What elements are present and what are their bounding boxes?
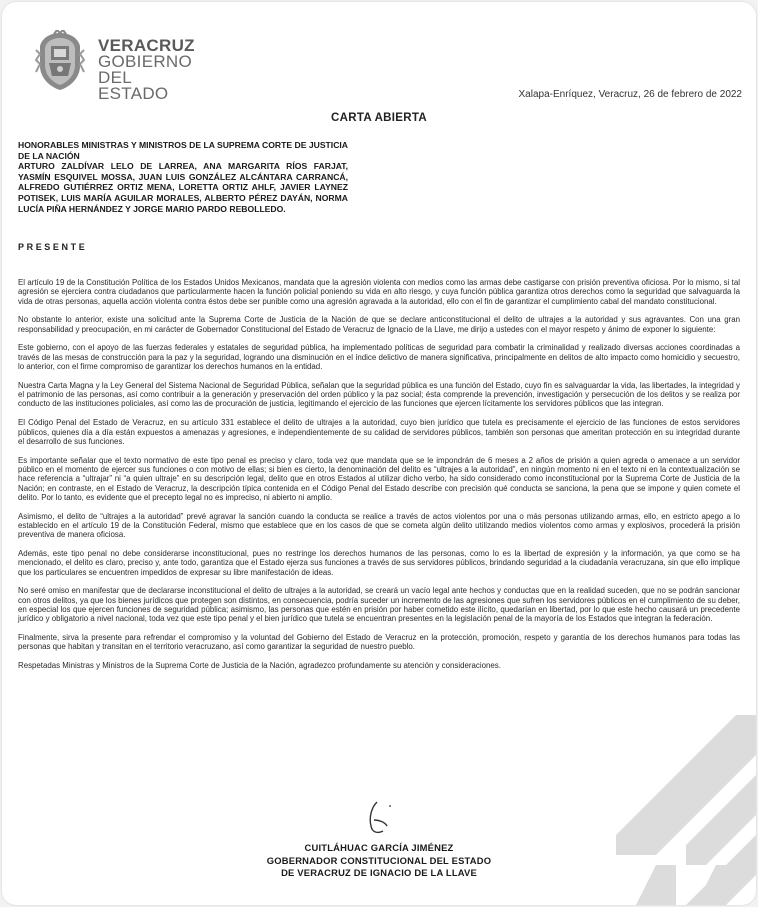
addressee-line: ARTURO ZALDÍVAR LELO DE LARREA, ANA MARGARITA RÍOS FARJAT, YASMÍN ESQUIVEL MOSSA, JUAN LUIS GONZÁLEZ ALCÁNTARA CARRANCÁ, ALFREDO GUTIÉRREZ ORTIZ MENA, LORETTA ORTIZ AHLF, JAVIER LAYNEZ POTISEK, LUIS MARÍA AGUILAR MORALES, ALBERTO PÉREZ DAYÁN, NORMA LUCÍA PIÑA HERNÁNDEZ Y JORGE MARIO PARDO REBOLLEDO.	[18, 161, 348, 214]
handwritten-signature	[359, 798, 399, 838]
letter-date: Xalapa-Enríquez, Veracruz, 26 de febrero de 2022	[518, 89, 742, 100]
salutation: PRESENTE	[18, 242, 88, 252]
paragraph: Nuestra Carta Magna y la Ley General del Sistema Nacional de Seguridad Pública, señalan que la seguridad pública es una función del Estado, cuyo fin es salvaguardar la vida, las libertades, la integridad y el patrimonio de las personas, así como contribuir a la generación y preservación del orden público y la paz social; ésta comprende la prevención, investigación y persecución de los delitos y se realiza por conducto de las instituciones policiales, así como las de procuración de justicia, legitimando el ejercicio de las funciones que ejercen lícitamente los servidores públicos que las integran.	[18, 380, 740, 409]
brand-text	[98, 38, 202, 102]
addressee-line: HONORABLES MINISTRAS Y MINISTROS DE LA SUPREMA CORTE DE JUSTICIA DE LA NACIÓN	[18, 140, 348, 161]
paragraph: Respetadas Ministras y Ministros de la Suprema Corte de Justicia de la Nación, agradezco profundamente su atención y consideraciones.	[18, 661, 501, 671]
brand-line-2: GOBIERNO	[98, 52, 193, 71]
veracruz-logo	[32, 30, 202, 103]
signer-name: CUITLÁHUAC GARCÍA JIMÉNEZ	[304, 842, 454, 853]
paragraph: No obstante lo anterior, existe una solicitud ante la Suprema Corte de Justicia de la Nación de que se declare anticonstitucional el delito de ultrajes a la autoridad y sus agravantes. Con una gran responsabilidad y preocupación, en mi carácter de Gobernador Constitucional del Estado de Veracruz de Ignacio de la Llave, me dirijo a ustedes con el mayor respeto y ánimo de exponer lo siguiente:	[18, 315, 740, 334]
letter-title: CARTA ABIERTA	[331, 112, 427, 124]
signature-block	[2, 798, 756, 880]
paragraph: Es importante señalar que el texto normativo de este tipo penal es preciso y claro, toda vez que mandata que se le impondrán de 6 meses a 2 años de prisión a quien agreda o amenace a un servidor público en el momento de ejercer sus funciones o con motivo de ellas; si bien es cierto, la denominación del delito es “ultrajes a la autoridad”, en ningún momento ni en el texto ni en la contextualización se hace referencia a “ultrajar” ni “a quien ultraje” en su descripción legal, delito que en otros Estados al utilizar dicho verbo, ha sido considerado como inconstitucional por la Suprema Corte de Justicia de la Nación; en contraste, en el Estado de Veracruz, la descripción típica contenida en el Código Penal del Estado describe con precisión qué conducta se sanciona, la pena que se impone y quien comete el delito. Por lo tanto, es evidente que el precepto legal no es impreciso, ni abierto ni amplio.	[18, 455, 740, 502]
signer-title-line-1: GOBERNADOR CONSTITUCIONAL DEL ESTADO	[266, 854, 492, 866]
brand-line-3: DEL ESTADO	[98, 68, 169, 103]
veracruz-seal-icon	[32, 30, 88, 92]
letter-page	[2, 2, 756, 905]
addressee-block	[18, 140, 348, 214]
paragraph: Este gobierno, con el apoyo de las fuerzas federales y estatales de seguridad pública, ha implementado políticas de seguridad para combatir la criminalidad y realizado diversas acciones coordinadas a través de las mesas de construcción para la paz y la seguridad, logrando una disminución en el índice delictivo de manera significativa, principalmente en delitos de alto impacto como homicidio y secuestro, lo anterior, con el firme compromiso de garantizar los derechos humanos en la entidad.	[18, 343, 740, 372]
brand-line-1: VERACRUZ	[98, 36, 195, 55]
letter-body	[18, 278, 740, 680]
paragraph: No seré omiso en manifestar que de declararse inconstitucional el delito de ultrajes a la autoridad, se creará un vacío legal ante hechos y conductas que en la realidad suceden, que no se podrán sancionar con otros delitos, ya que los bienes jurídicos que protegen son distintos, en consecuencia, podría suceder un incremento de las agresiones que sufren los servidores públicos en el cumplimiento de su deber, en especial los que ejercen funciones de seguridad pública; asimismo, las personas que estén en prisión por haber cometido este ilícito, quedarían en libertad, por lo que este hecho causará un precedente jurídico y obligatorio a nivel nacional, toda vez que este tipo penal y el bien jurídico que tutela se encuentran presentes en la legislación penal de la mayoría de los Estados que integran la federación.	[18, 586, 740, 624]
paragraph: Además, este tipo penal no debe considerarse inconstitucional, pues no restringe los derechos humanos de las personas, como lo es la libertad de expresión y la información, ya que como se ha mencionado, el delito es claro, preciso y, ante todo, garantiza que el Estado ejerza sus funciones a través de sus servidores públicos, brindando seguridad a la ciudadanía veracruzana, sin que ello implique que los particulares se encuentren impedidos de expresar su libre manifestación de ideas.	[18, 549, 740, 577]
paragraph: El artículo 19 de la Constitución Política de los Estados Unidos Mexicanos, mandata que la agresión violenta con medios como las armas debe castigarse con prisión preventiva oficiosa. Por lo mismo, si tal agresión se ejerciera contra ciudadanos que particularmente hacen la función policial poniendo su vida en alto riesgo, y cuya función pública garantiza otros derechos como la seguridad que salvaguarda la vida de otras personas, aquella acción violenta contra éstos debe ser punible como una agresión agravada a la autoridad, ello con el fin de garantizar el cumplimiento cabal del mandato constitucional.	[18, 278, 740, 306]
paragraph: El Código Penal del Estado de Veracruz, en su artículo 331 establece el delito de ultrajes a la autoridad, cuyo bien jurídico que tutela es precisamente el ejercicio de las funciones de estos servidores públicos, quienes día a día están expuestos a amenazas y agresiones, e independientemente de su calidad de servidores públicos, también son personas que ameritan protección en su integridad durante el desarrollo de sus funciones.	[18, 418, 740, 446]
paragraph: Asimismo, el delito de “ultrajes a la autoridad” prevé agravar la sanción cuando la conducta se realice a través de actos violentos por una o más personas utilizando armas, ello, en estricto apego a lo establecido en el artículo 19 de la Constitución Federal, mismo que establece que en los casos de que se cometa algún delito utilizando medios violentos como armas y explosivos, procederá la prisión preventiva de manera oficiosa.	[18, 511, 740, 540]
signer-title-line-2: DE VERACRUZ DE IGNACIO DE LA LLAVE	[281, 867, 477, 879]
paragraph: Finalmente, sirva la presente para refrendar el compromiso y la voluntad del Gobierno del Estado de Veracruz en la protección, promoción, respeto y garantía de los derechos humanos para todas las personas que habitan y transitan en el territorio veracruzano, así como garantizar la seguridad de nuestro pueblo.	[18, 633, 740, 652]
